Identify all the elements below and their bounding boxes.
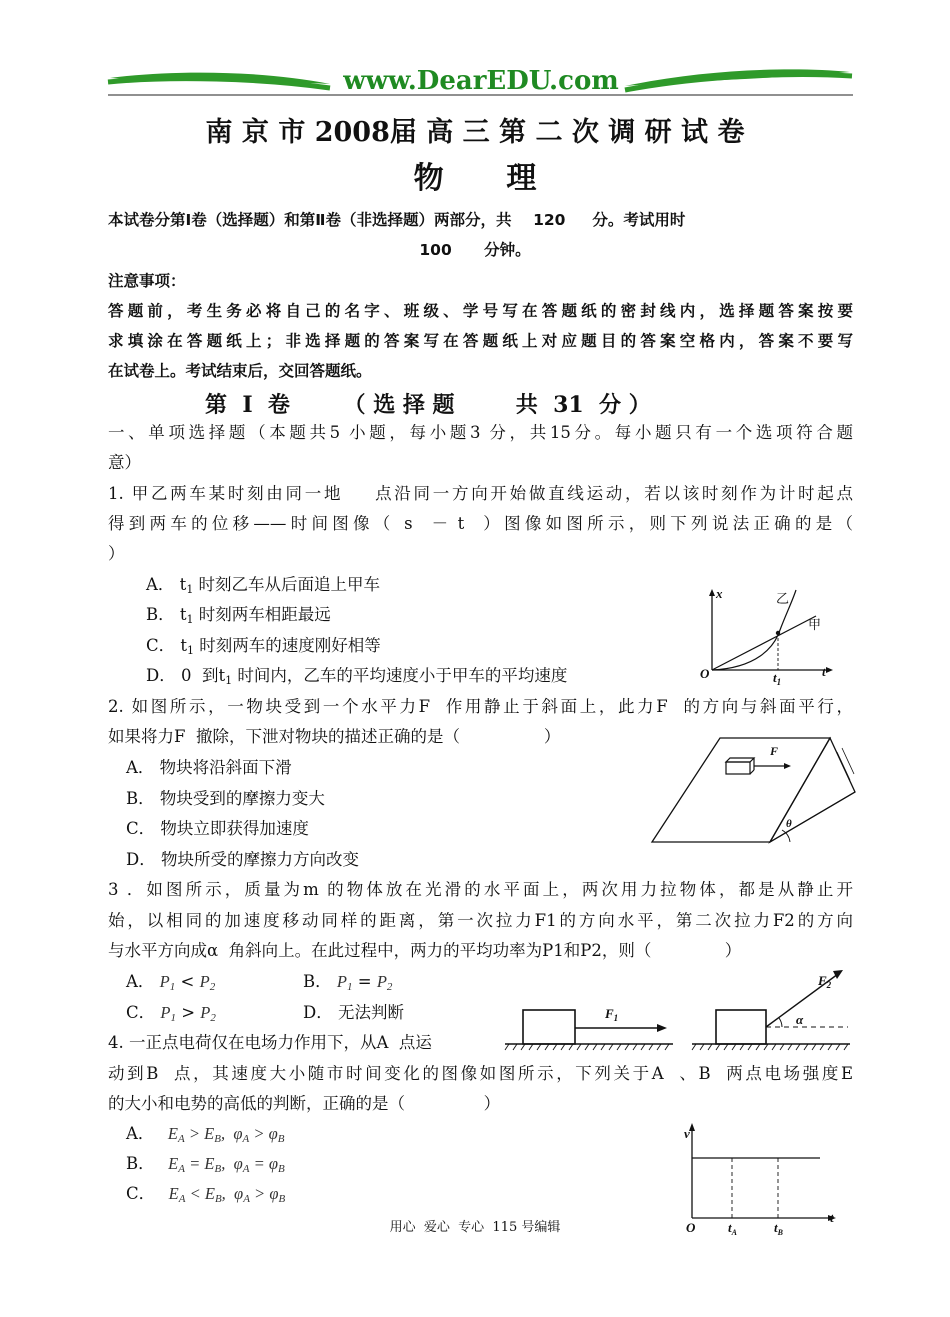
section-1-instructions-1: 一、单项选择题（本题共5 小题，每小题3 分，共15分。每小题只有一个选项符合题 (108, 423, 853, 442)
q1-stem-2: 得到两车的位移——时间图像（ s － t ）图像如图所示，则下列说法正确的是（ (108, 514, 853, 533)
lhs: P (159, 972, 170, 991)
q3-fig-f1-label (605, 1006, 618, 1023)
notice-line-1: 答题前，考生务必将自己的名字、班级、学号写在答题纸的密封线内，选择题答案按要 (108, 302, 853, 320)
phi-operator: > (249, 1184, 270, 1203)
q3-stem-3: 与水平方向成α 角斜向上。在此过程中，两力的平均功率为P1和P2，则（ ） (108, 941, 742, 960)
block (523, 1010, 575, 1044)
q4-option-c[interactable]: C． $E_A < E_B$, $\varphi_A > \varphi_B$ (126, 1184, 286, 1205)
lhs-sub: 1 (170, 1012, 176, 1024)
option-label: C． (146, 636, 176, 655)
option-var: 0 到t (180, 666, 226, 685)
q3-figure-horizontal-pull (505, 1004, 675, 1054)
option-label: C． (126, 1003, 156, 1022)
option-text: 无法判断 (337, 1003, 404, 1022)
phi-operator: = (249, 1154, 269, 1173)
q2-incline-figure (650, 734, 860, 844)
option-label: D． (146, 666, 176, 685)
option-label: B． (303, 972, 332, 991)
section-1-heading: 第 Ⅰ 卷 （ 选 择 题 共 31 分 ） (205, 392, 651, 418)
option-text: 时刻两车的速度刚好相等 (194, 636, 381, 655)
option-label: B． (146, 605, 175, 624)
f2-var: F (818, 973, 827, 988)
notice-title: 注意事项： (108, 272, 186, 290)
intro-line-2: 100 分钟。 (419, 241, 531, 259)
e-operator: > (184, 1124, 205, 1143)
q1-fig-jia-label: 甲 (808, 618, 822, 633)
q4-fig-t-label: t (830, 1210, 834, 1225)
lhs: P (160, 1003, 171, 1022)
q1-option-c[interactable] (146, 635, 381, 662)
q4-vt-graph (680, 1122, 840, 1222)
tick-sub: 1 (776, 677, 782, 687)
option-sub: 1 (187, 644, 195, 657)
q2-stem-2: 如果将力F 撤除，下泄对物块的描述正确的是（ ） (108, 727, 561, 746)
option-sub: 1 (225, 674, 233, 687)
q4-fig-v-label: v (684, 1126, 690, 1141)
q2-stem-1: 2. 如图所示，一物块受到一个水平力F 作用静止于斜面上，此力F 的方向与斜面平行， (108, 697, 853, 716)
jia-line (712, 616, 816, 670)
page-footer: 用心 爱心 专心 115 号编辑 (389, 1220, 561, 1235)
q1-stem-3: ） (108, 544, 125, 563)
q3-option-d[interactable] (303, 1002, 404, 1024)
notice-line-3: 在试卷上。考试结束后，交回答题纸。 (108, 362, 372, 380)
section-1-instructions-2: 意） (108, 453, 141, 472)
option-var: t (180, 636, 188, 655)
rhs: P (199, 972, 210, 991)
q3-option-a[interactable] (126, 971, 215, 998)
lhs-sub: 1 (169, 981, 176, 993)
operator: = (352, 972, 377, 991)
notice-line-2: 求填涂在答题纸上；非选择题的答案写在答题纸上对应题目的答案空格内，答案不要写 (108, 332, 853, 350)
q3-fig-f2-label (818, 973, 831, 990)
option-text: 物块将沿斜面下滑 (159, 758, 292, 777)
option-text: 物块所受的摩擦力方向改变 (160, 850, 359, 869)
q4-fig-origin: O (686, 1220, 696, 1235)
e-operator: = (184, 1154, 205, 1173)
operator: > (175, 1003, 201, 1022)
option-label: C． (126, 1184, 156, 1203)
f1-sub: 1 (613, 1013, 619, 1023)
option-var: t (179, 605, 187, 624)
option-label: D． (303, 1003, 333, 1022)
rhs-sub: 2 (386, 981, 393, 993)
q3-option-b[interactable] (303, 971, 392, 998)
subject-title: 物 理 (413, 161, 537, 196)
site-logo-text: www.DearEDU.com (343, 66, 619, 96)
rhs-sub: 2 (209, 981, 216, 993)
q3-fig-alpha-label: α (796, 1012, 804, 1027)
option-label: D． (126, 850, 156, 869)
option-label: C． (126, 819, 156, 838)
q1-fig-origin: O (700, 666, 710, 681)
rhs-sub: 2 (210, 1012, 216, 1024)
q2-option-c[interactable] (126, 818, 309, 840)
option-text: 物块立即获得加速度 (160, 819, 309, 838)
q4-option-a[interactable]: A． $E_A > E_B$, $\varphi_A > \varphi_B$ (126, 1124, 285, 1145)
tick-var: t (773, 670, 777, 685)
option-label: B． (126, 1154, 155, 1173)
block (716, 1010, 766, 1044)
tb-var: t (774, 1220, 778, 1235)
q1-option-b[interactable] (146, 604, 331, 631)
option-sub: 1 (186, 613, 194, 626)
option-text: 时间内，乙车的平均速度小于甲车的平均速度 (232, 666, 568, 685)
q4-stem-2: 动到B 点，其速度大小随市时间变化的图像如图所示，下列关于A 、B 两点电场强度E (108, 1064, 853, 1083)
q1-stem-1: 1. 甲乙两车某时刻由同一地 点沿同一方向开始做直线运动，若以该时刻作为计时起点 (108, 484, 853, 503)
q2-option-a[interactable] (126, 757, 292, 779)
operator: < (175, 972, 200, 991)
f2-sub: 2 (826, 980, 832, 990)
option-label: A． (126, 1124, 155, 1143)
q4-option-b[interactable]: B． $E_A = E_B$, $\varphi_A = \varphi_B$ (126, 1154, 285, 1175)
option-var: t (179, 575, 187, 594)
q1-fig-t-label: t (822, 664, 826, 679)
option-sub: 1 (186, 583, 194, 596)
f1-var: F (605, 1006, 614, 1021)
lhs-sub: 1 (346, 981, 353, 993)
q1-option-a[interactable] (146, 574, 380, 601)
ta-sub: A (731, 1228, 737, 1237)
q4-stem-1: 4. 一正点电荷仅在电场力作用下，从A 点运 (108, 1033, 432, 1052)
q1-fig-t1-label (773, 670, 781, 687)
phi-operator: > (249, 1124, 269, 1143)
exam-title: 南 京 市 2008届 高 三 第 二 次 调 研 试 卷 (205, 117, 745, 148)
q4-stem-3: 的大小和电势的高低的判断，正确的是（ ） (108, 1094, 501, 1113)
option-text: 物块受到的摩擦力变大 (159, 789, 325, 808)
q2-fig-angle-label: θ (786, 818, 792, 830)
rhs: P (200, 1003, 211, 1022)
q2-fig-force-label: F (770, 744, 779, 758)
lhs: P (336, 972, 347, 991)
q3-stem-1: 3 ．如图所示，质量为m 的物体放在光滑的水平面上，两次用力拉物体，都是从静止开 (108, 880, 853, 899)
option-label: A． (146, 575, 175, 594)
q2-option-d[interactable] (126, 849, 359, 871)
q1-xt-graph (696, 588, 836, 688)
intro-line-1: 本试卷分第Ⅰ卷（选择题）和第Ⅱ卷（非选择题）两部分，共 120 分。考试用时 (108, 211, 686, 229)
q1-fig-yi-label: 乙 (776, 592, 790, 607)
option-label: B． (126, 789, 155, 808)
option-text: 时刻两车相距最远 (193, 605, 331, 624)
tb-sub: B (777, 1228, 783, 1237)
ta-var: t (728, 1220, 732, 1235)
rhs: P (376, 972, 387, 991)
option-text: 时刻乙车从后面追上甲车 (193, 575, 381, 594)
option-label: A． (126, 758, 155, 777)
option-label: A． (126, 972, 155, 991)
q3-stem-2: 始，以相同的加速度移动同样的距离，第一次拉力F1的方向水平，第二次拉力F2的方向 (108, 911, 853, 930)
q1-fig-x-label: x (716, 586, 723, 601)
q3-option-c[interactable] (126, 1002, 216, 1029)
q2-option-b[interactable] (126, 788, 325, 810)
e-operator: < (185, 1184, 205, 1203)
q1-option-d[interactable] (146, 665, 567, 692)
